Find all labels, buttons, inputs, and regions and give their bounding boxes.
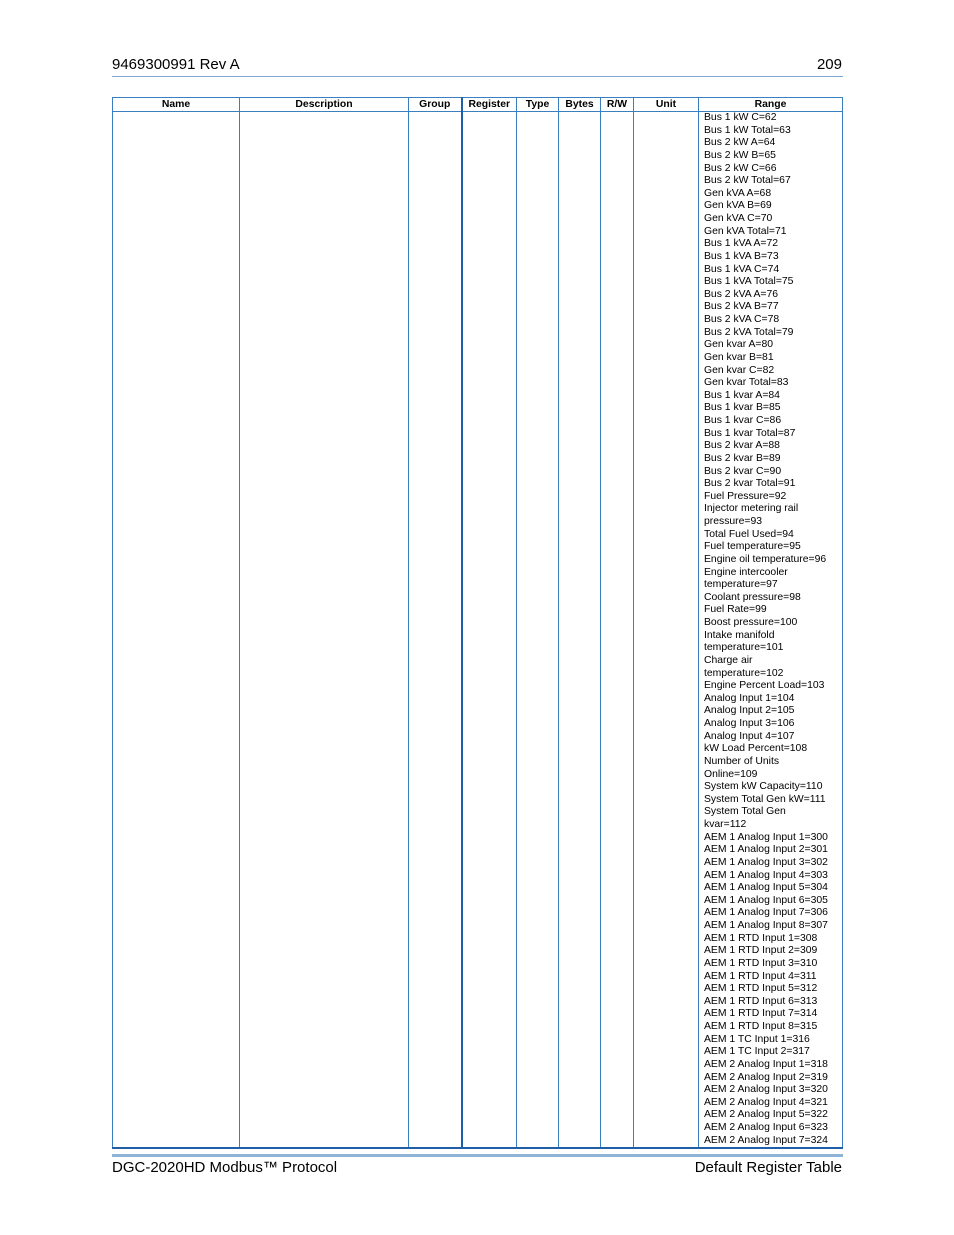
- range-line: Gen kVA B=69: [704, 200, 772, 212]
- page-number: 209: [816, 56, 842, 73]
- range-line: System kW Capacity=110: [704, 781, 823, 793]
- range-line: Analog Input 2=105: [704, 705, 795, 717]
- range-line: AEM 1 RTD Input 2=309: [704, 945, 818, 957]
- doc-number: 9469300991 Rev A: [112, 56, 240, 73]
- range-line: AEM 1 RTD Input 6=313: [704, 995, 818, 1007]
- cell-name: [113, 112, 240, 1149]
- range-line: Charge air: [704, 654, 753, 666]
- cell-description: [240, 112, 409, 1149]
- range-line: Bus 2 kW B=65: [704, 149, 776, 161]
- cell-bytes: [559, 112, 601, 1149]
- col-header-bytes: Bytes: [559, 98, 601, 112]
- range-line: Gen kvar Total=83: [704, 377, 789, 389]
- range-line: Bus 1 kW Total=63: [704, 124, 791, 136]
- range-line: AEM 2 Analog Input 5=322: [704, 1109, 828, 1121]
- range-line: Bus 1 kvar C=86: [704, 415, 782, 426]
- range-line: Number of Units: [704, 755, 780, 767]
- cell-rw: [601, 112, 634, 1149]
- range-line: Gen kVA C=70: [704, 213, 773, 224]
- range-line: Gen kvar B=81: [704, 351, 774, 363]
- range-line: Fuel temperature=95: [704, 541, 801, 553]
- range-line: AEM 1 Analog Input 5=304: [704, 882, 828, 894]
- range-line: Bus 2 kvar C=90: [704, 465, 782, 477]
- range-line: AEM 1 Analog Input 6=305: [704, 894, 828, 906]
- range-line: AEM 1 RTD Input 4=311: [704, 970, 817, 982]
- col-header-unit: Unit: [634, 98, 699, 112]
- col-header-type: Type: [517, 98, 559, 112]
- range-line: AEM 1 TC Input 1=316: [704, 1033, 810, 1045]
- range-line: Bus 1 kVA A=72: [704, 238, 779, 250]
- range-line: Bus 2 kW C=66: [704, 162, 777, 174]
- range-line: AEM 1 Analog Input 2=301: [704, 844, 828, 856]
- range-line: AEM 1 Analog Input 7=306: [704, 907, 828, 919]
- cell-type: [517, 112, 559, 1149]
- range-line: Bus 1 kW C=62: [704, 112, 777, 123]
- range-line: System Total Gen: [704, 806, 786, 818]
- range-line: Engine intercooler: [704, 566, 788, 578]
- page-footer: [112, 1159, 842, 1179]
- product-name: DGC-2020HD Modbus™ Protocol: [112, 1159, 338, 1176]
- range-line: AEM 1 RTD Input 8=315: [704, 1021, 818, 1032]
- range-line: AEM 1 RTD Input 7=314: [704, 1008, 818, 1020]
- range-line: AEM 1 Analog Input 4=303: [704, 869, 828, 881]
- range-line: Bus 1 kVA B=73: [704, 250, 779, 262]
- range-line: Bus 2 kvar Total=91: [704, 478, 796, 490]
- range-line: Engine oil temperature=96: [704, 553, 827, 565]
- range-line: Bus 1 kvar B=85: [704, 402, 781, 414]
- range-line: Fuel Rate=99: [704, 604, 767, 616]
- range-line: AEM 1 Analog Input 3=302: [704, 856, 828, 868]
- range-line: Intake manifold: [704, 629, 775, 641]
- range-line: AEM 1 Analog Input 8=307: [704, 920, 828, 931]
- range-line: AEM 2 Analog Input 3=320: [704, 1084, 828, 1096]
- range-line: kvar=112: [704, 819, 747, 830]
- range-line: Gen kvar A=80: [704, 339, 774, 351]
- range-line: AEM 1 TC Input 2=317: [704, 1046, 810, 1058]
- col-header-group: Group: [409, 98, 462, 112]
- range-line: Gen kVA Total=71: [704, 225, 787, 237]
- range-line: Online=109: [704, 768, 758, 780]
- range-line: Bus 2 kVA B=77: [704, 301, 779, 313]
- col-header-name: Name: [113, 98, 240, 112]
- range-line: temperature=102: [704, 667, 784, 679]
- range-line: Fuel Pressure=92: [704, 490, 787, 502]
- range-line: Bus 2 kvar A=88: [704, 440, 780, 452]
- range-line: Injector metering rail: [704, 503, 799, 515]
- range-line: AEM 2 Analog Input 2=319: [704, 1071, 828, 1083]
- range-line: AEM 2 Analog Input 7=324: [704, 1134, 828, 1146]
- cell-range: [699, 112, 843, 1149]
- range-line: Bus 1 kVA Total=75: [704, 276, 794, 288]
- header-rule: [112, 76, 843, 77]
- range-line: Total Fuel Used=94: [704, 528, 794, 540]
- section-name: Default Register Table: [694, 1159, 842, 1176]
- range-line: Analog Input 3=106: [704, 718, 795, 729]
- range-line: Bus 1 kvar Total=87: [704, 427, 796, 439]
- range-line: Analog Input 1=104: [704, 692, 795, 704]
- cell-unit: [634, 112, 699, 1149]
- range-line: Gen kvar C=82: [704, 364, 775, 376]
- range-line: AEM 2 Analog Input 1=318: [704, 1058, 828, 1070]
- col-header-range: Range: [699, 98, 843, 112]
- range-line: AEM 2 Analog Input 4=321: [704, 1096, 828, 1108]
- cell-group: [409, 112, 462, 1149]
- page-header: [112, 56, 842, 76]
- range-line: Bus 2 kvar B=89: [704, 452, 781, 464]
- table-row: [113, 112, 843, 1149]
- range-line: Gen kVA A=68: [704, 187, 772, 199]
- range-line: AEM 2 Analog Input 6=323: [704, 1122, 828, 1133]
- range-line: AEM 1 Analog Input 1=300: [704, 831, 828, 843]
- range-line: Bus 2 kVA C=78: [704, 314, 780, 325]
- cell-register: [462, 112, 517, 1149]
- range-line: System Total Gen kW=111: [704, 793, 826, 805]
- range-line: AEM 1 RTD Input 3=310: [704, 957, 818, 969]
- range-line: temperature=101: [704, 642, 784, 654]
- range-line: Bus 1 kvar A=84: [704, 389, 780, 401]
- range-line: Bus 2 kW A=64: [704, 137, 776, 149]
- range-line: AEM 1 RTD Input 5=312: [704, 983, 818, 995]
- footer-rule: [112, 1154, 843, 1157]
- range-line: Boost pressure=100: [704, 617, 798, 628]
- range-line: kW Load Percent=108: [704, 743, 808, 755]
- range-line: Bus 2 kVA A=76: [704, 288, 779, 300]
- range-line: AEM 1 RTD Input 1=308: [704, 932, 818, 944]
- table-header-row: [113, 98, 843, 112]
- range-line: temperature=97: [704, 579, 778, 591]
- range-line: Coolant pressure=98: [704, 591, 801, 603]
- range-line: Engine Percent Load=103: [704, 680, 825, 692]
- col-header-description: Description: [240, 98, 409, 112]
- range-line: Bus 1 kVA C=74: [704, 263, 780, 275]
- range-line: pressure=93: [704, 516, 763, 527]
- col-header-rw: R/W: [601, 98, 634, 112]
- range-line: Analog Input 4=107: [704, 730, 795, 742]
- range-line: Bus 2 kVA Total=79: [704, 326, 794, 338]
- range-line: Bus 2 kW Total=67: [704, 175, 791, 187]
- col-header-register: Register: [462, 98, 517, 112]
- register-table: [112, 97, 843, 1149]
